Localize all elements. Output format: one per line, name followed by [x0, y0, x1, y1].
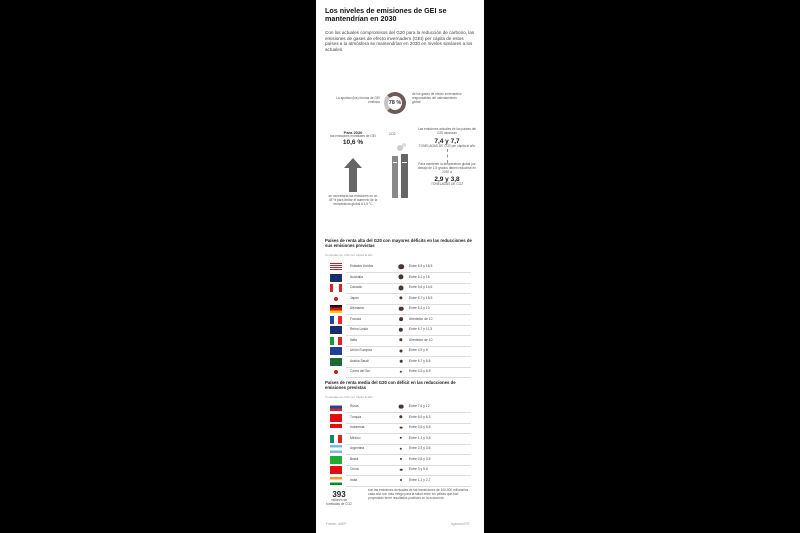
section2-title: Países de renta media del G20 con déficit en las reducciones de emisiones previstas	[325, 380, 456, 391]
emission-dot	[400, 426, 403, 429]
emission-dot	[400, 360, 403, 363]
flag-icon	[330, 295, 342, 303]
right-value-1: 7,4 y 7,7	[434, 137, 460, 145]
country-name: México	[350, 435, 361, 440]
emission-value: Entre 4,9 y 6	[409, 348, 428, 352]
flag-icon	[330, 435, 342, 443]
emission-value: Entre 1,1 y 3,6	[409, 435, 431, 440]
emission-value: Entre 5,1 y 15	[409, 274, 430, 279]
right-text-2: Para mantener la temperatura global por debajo de 1,5 grados deben reducirse en 2030 a	[417, 161, 477, 174]
country-row	[328, 336, 476, 345]
right-unit-2: TONELADAS DE CO2	[430, 182, 463, 187]
country-row	[328, 283, 476, 292]
emission-dot	[399, 338, 402, 341]
country-row	[328, 304, 476, 313]
emission-dot	[399, 306, 404, 311]
flag-icon	[330, 284, 342, 292]
flag-icon	[330, 263, 342, 271]
country-row	[328, 434, 476, 443]
ring-left-text: La aportan (los) formas de GEI emitidos	[336, 96, 380, 104]
flag-icon	[330, 358, 342, 366]
country-name: Estados Unidos	[350, 264, 374, 268]
emission-dot	[399, 415, 402, 418]
left-block	[328, 130, 378, 146]
flag-icon	[330, 477, 342, 485]
country-row	[328, 423, 476, 432]
footer-stat	[326, 490, 352, 507]
emission-value: Entre 6,9 y 6,3	[409, 414, 431, 419]
flag-icon	[330, 316, 342, 324]
country-name: Francia	[350, 316, 361, 321]
flag-icon	[330, 445, 342, 453]
emission-value: Alrededor de 10	[409, 316, 433, 321]
left-value: 10,6 %	[342, 138, 364, 146]
emission-dot	[400, 479, 402, 481]
right-text-1: Las emisiones actuales de los países del G20 alcanzan	[418, 127, 476, 135]
ring-right-text: de los gases de efecto invernadero responsables del calentamiento global	[412, 92, 462, 104]
emission-dot	[399, 296, 402, 299]
country-name: Japón	[350, 295, 359, 300]
intro-text: Con los actuales compromisos del G20 para la reducción de carbono, las emisiones de gases de efecto invernadero (GEI) per cápita de estos países a la atmósfera se mantendrían en 2030 en niveles similares a los actuales.	[325, 30, 475, 52]
emission-value: Entre 1,1 y 2,7	[409, 477, 431, 482]
emission-value: Alrededor de 10	[409, 337, 433, 342]
flag-icon	[330, 403, 342, 411]
emission-value: Entre 5,9 y 16,9	[409, 264, 433, 268]
section1-subtitle: Toneladas de CO2 per cápita al año	[325, 253, 373, 257]
country-row	[328, 262, 476, 271]
emission-value: Entre 2,3 y 3,6	[409, 446, 431, 450]
footer-text: son las emisiones derivadas de las transiciones de 100.000 millonarios cada año con más riesgo para la salud entre los paises que han proyectado tener resultados positivos en la economía	[368, 488, 469, 500]
left-heading: Para 2030	[343, 130, 363, 135]
credit-text: Agencia EFE	[451, 522, 470, 526]
emission-dot	[399, 404, 404, 409]
percent-ring	[384, 92, 406, 114]
country-name: Brasil	[350, 456, 359, 461]
emission-dot	[400, 468, 403, 471]
emission-dot	[400, 458, 402, 460]
emission-dot	[399, 327, 403, 331]
country-row	[328, 325, 476, 334]
emission-dot	[400, 370, 402, 372]
emission-value: Entre 5,7 y 15,9	[409, 295, 433, 300]
country-name: Corea del Sur	[350, 369, 371, 373]
emission-dot	[398, 274, 403, 279]
flag-icon	[330, 414, 342, 422]
country-name: Indonesia	[350, 425, 365, 429]
emission-dot	[400, 447, 402, 449]
factory-icon	[386, 142, 414, 198]
flag-icon	[330, 466, 342, 474]
emission-dot	[400, 437, 402, 439]
country-name: Canadá	[350, 285, 362, 289]
country-name: Arabia Saudí	[350, 358, 370, 363]
country-row	[328, 367, 476, 376]
country-row	[328, 357, 476, 366]
emission-dot	[400, 349, 403, 352]
country-row	[328, 444, 476, 453]
country-name: Turquía	[350, 414, 362, 419]
page-title: Los niveles de emisiones de GEI se mantendrían en 2030	[325, 6, 447, 24]
country-row	[328, 315, 476, 324]
right-value-2: 2,9 y 3,8	[434, 176, 460, 184]
left-text: las emisiones mundiales de GEI	[330, 134, 376, 138]
emission-value: Entre 6,7 y 11,3	[409, 327, 433, 331]
country-name: Australia	[350, 274, 363, 279]
right-block	[416, 128, 478, 187]
emission-value: Entre 4,3 y 6,9	[409, 369, 431, 373]
emission-value: Entre 5,2 y 10	[409, 306, 430, 310]
country-name: India	[350, 477, 358, 482]
emission-value: Entre 6,7 y 6,6	[409, 358, 431, 363]
source-text: Fuente: UNEP	[326, 522, 347, 526]
country-row	[328, 455, 476, 464]
arrow-up-icon	[343, 158, 363, 192]
country-row	[328, 273, 476, 282]
emission-dot	[398, 264, 404, 270]
footer-value-text: millones de toneladas de CO2	[326, 498, 352, 506]
flag-icon	[330, 424, 342, 432]
footer-value: 393	[332, 490, 346, 499]
country-row	[328, 402, 476, 411]
emission-value: Entre 5,6 y 14,6	[409, 285, 433, 289]
row-divider	[346, 377, 471, 378]
flag-icon	[330, 274, 342, 282]
country-name: Reino Unido	[350, 327, 369, 331]
infographic-panel	[316, 0, 484, 533]
emission-dot	[399, 317, 403, 321]
country-row	[328, 413, 476, 422]
emission-value: Entre 3 y 5,6	[409, 467, 428, 471]
country-row	[328, 476, 476, 485]
section1-title: Países de renta alta del G20 con mayores déficits en las reducciones de sus emisiones previstas	[325, 238, 472, 249]
flag-icon	[330, 456, 342, 464]
flag-icon	[330, 326, 342, 334]
country-name: Unión Europea	[350, 348, 372, 352]
country-name: Italia	[350, 337, 357, 342]
left-bottom-text: se necesitaría las emisiones en un 45 % para limitar el aumento de la temperatura global a 1,5 °C	[328, 194, 378, 206]
flag-icon	[330, 347, 342, 355]
emission-dot	[399, 285, 404, 290]
emission-value: Entre 0,5 y 5,6	[409, 425, 431, 429]
ring-value: 78 %	[388, 100, 402, 106]
connector-line	[416, 149, 478, 163]
right-unit-1: TONELADAS DE CO2 per cápita al año	[418, 143, 476, 148]
flag-icon	[330, 368, 342, 376]
section2-subtitle: Toneladas de CO2 per cápita al año	[325, 395, 373, 399]
country-name: Rusia	[350, 404, 359, 408]
country-row	[328, 294, 476, 303]
country-name: China	[350, 467, 359, 471]
co2-label: CO2	[389, 132, 396, 136]
flag-icon	[330, 305, 342, 313]
emission-value: Entre 7,6 y 12	[409, 404, 430, 408]
emission-value: Entre 0,8 y 3,5	[409, 456, 431, 461]
country-row	[328, 465, 476, 474]
country-row	[328, 346, 476, 355]
row-divider	[346, 486, 471, 487]
country-name: Alemania	[350, 306, 364, 310]
flag-icon	[330, 337, 342, 345]
country-name: Argentina	[350, 446, 365, 450]
